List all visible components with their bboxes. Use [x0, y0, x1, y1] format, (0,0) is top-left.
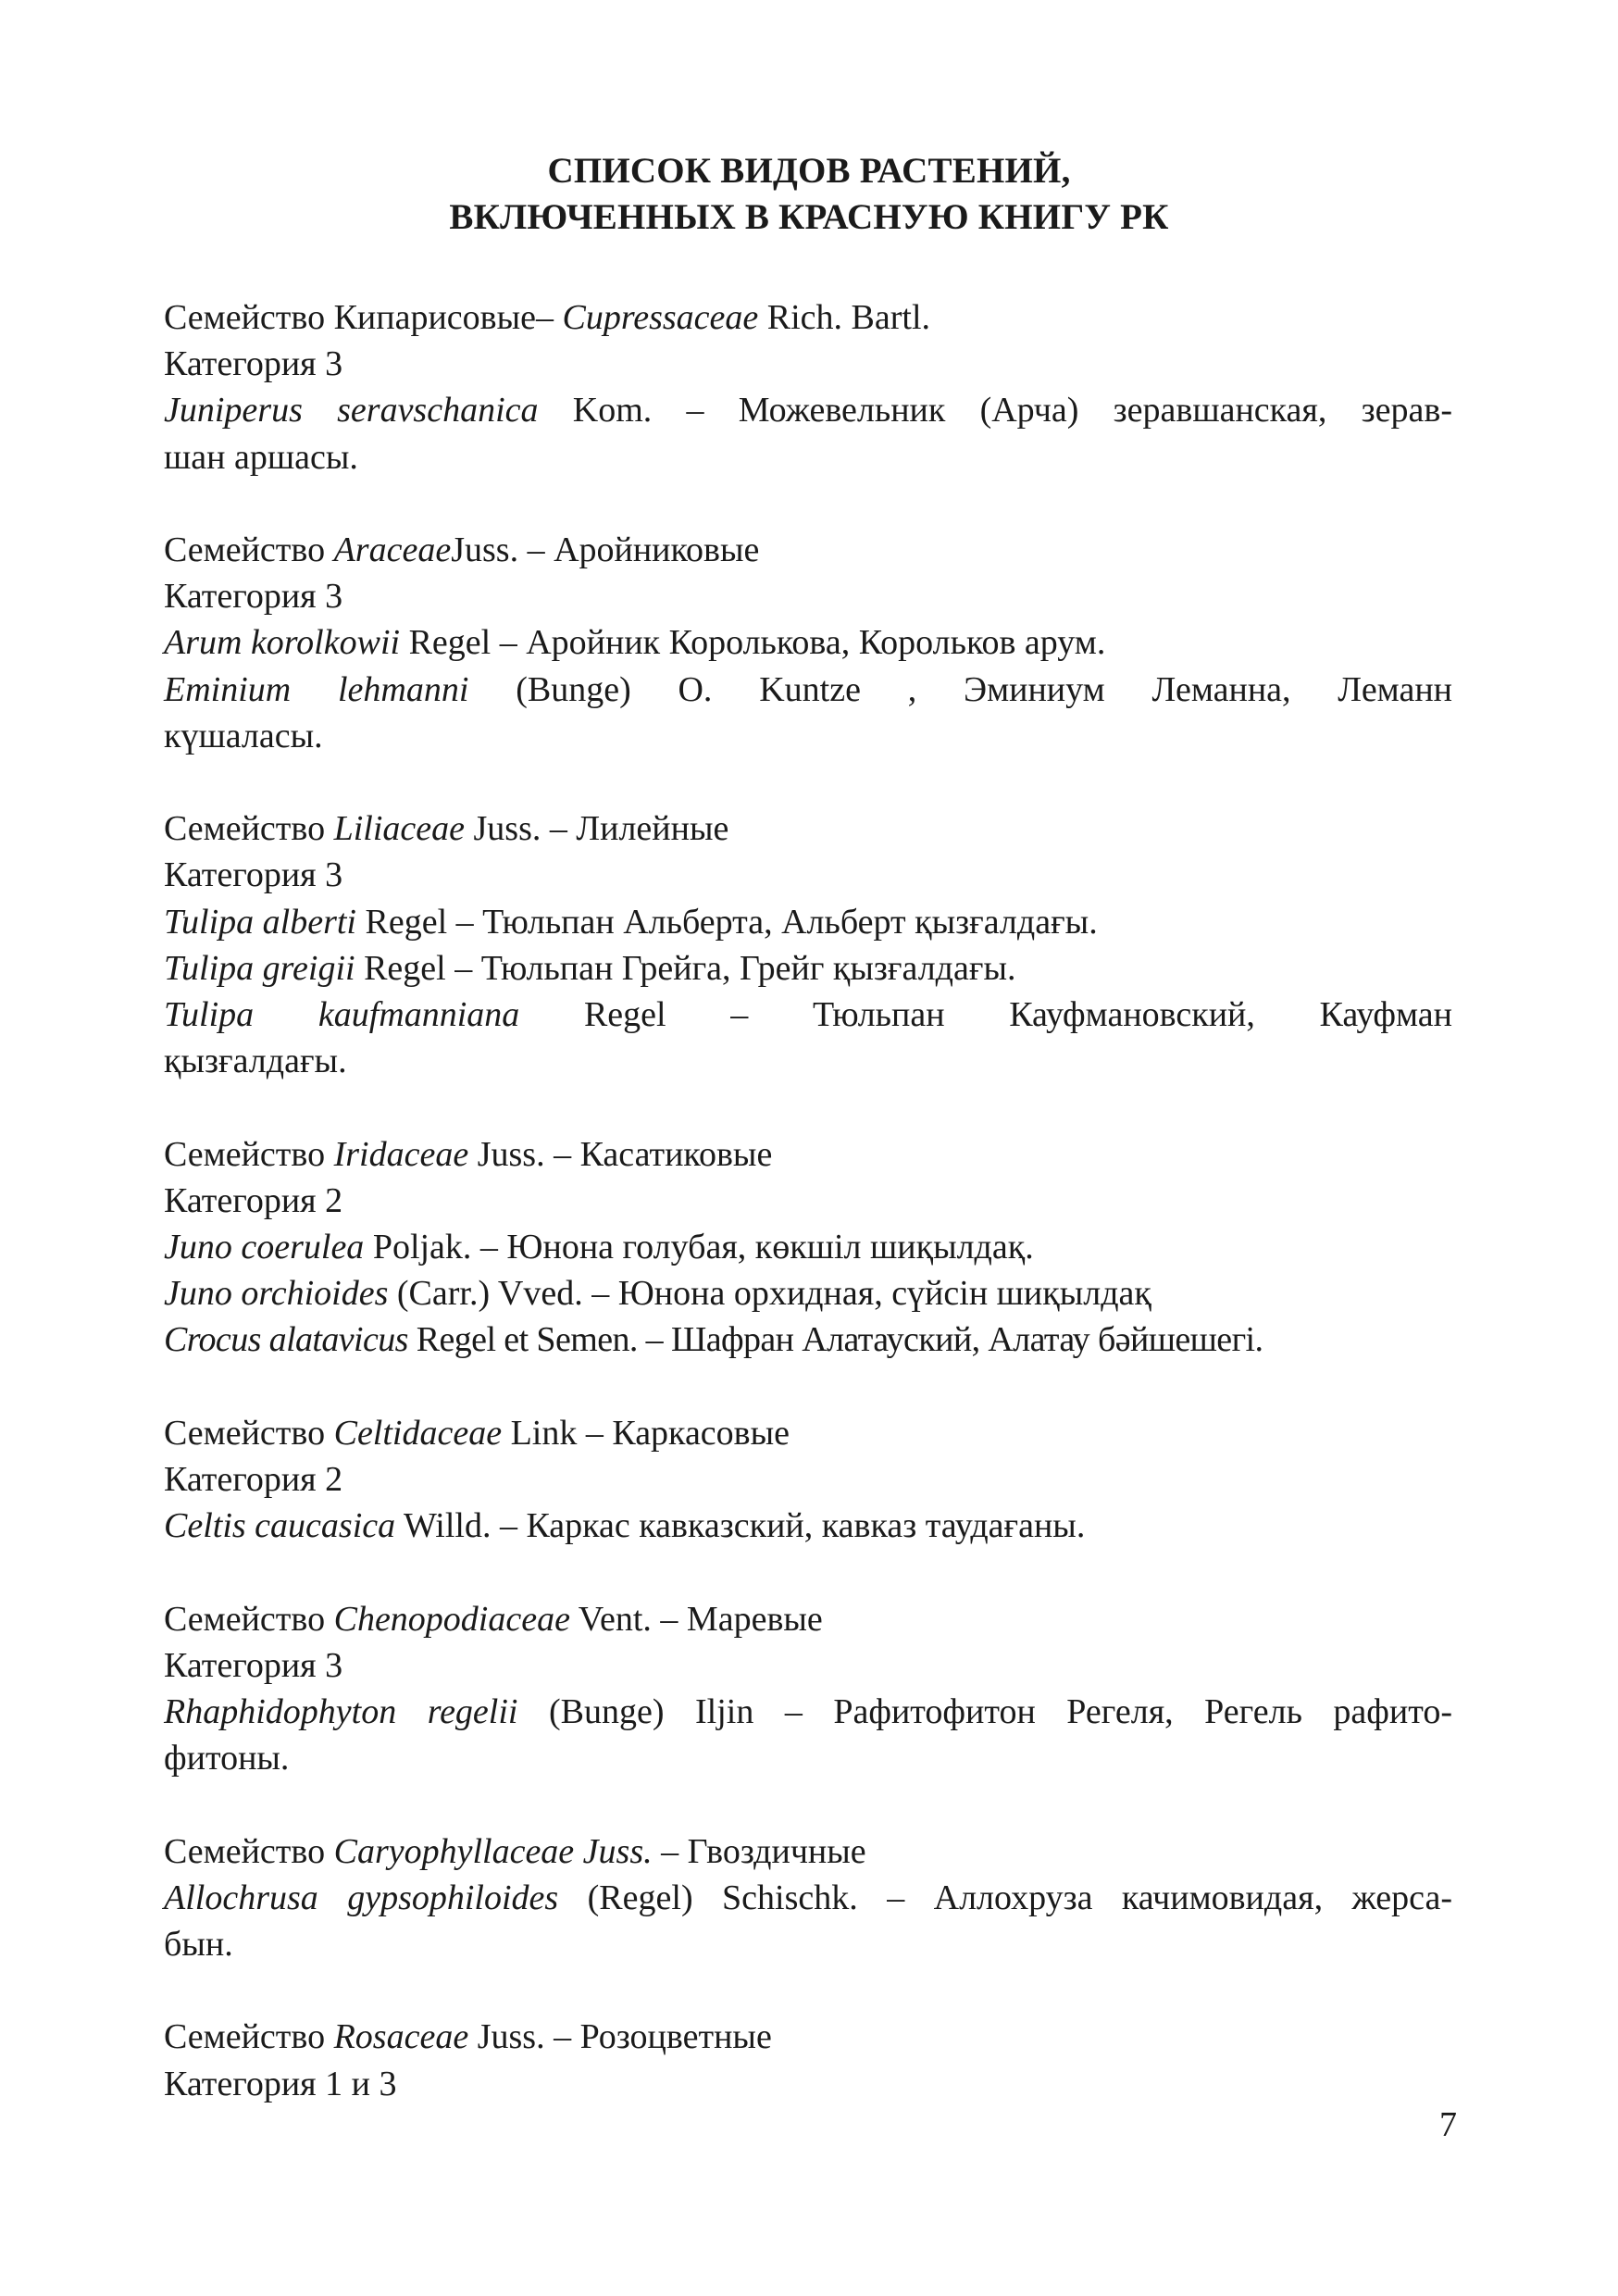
species-entry: Juno orchioides (Carr.) Vved. – Юнона орхидная, сүйсін шиқылдақ — [164, 1274, 1151, 1314]
title-line-2: ВКЛЮЧЕННЫХ В КРАСНУЮ КНИГУ РК — [449, 197, 1169, 237]
category-label: Категория 3 — [164, 855, 343, 895]
species-entry: Eminium lehmanni (Bunge) O. Kuntze , Эминиум Леманна, Леманн — [164, 669, 1453, 709]
category-label: Категория 3 — [164, 344, 343, 384]
family-heading: Семейство Caryophyllaceae Juss. – Гвоздичные — [164, 1831, 866, 1871]
species-entry: Tulipa kaufmanniana Regel – Тюльпан Кауфмановский, Кауфман — [164, 995, 1453, 1035]
species-entry: Rhaphidophyton regelii (Bunge) Iljin – Рафитофитон Регеля, Регель рафито- — [164, 1692, 1452, 1732]
species-entry-continuation: фитоны. — [164, 1739, 290, 1778]
species-entry: Arum korolkowii Regel – Аройник Королькова, Корольков арум. — [164, 623, 1106, 663]
family-section-celtidaceae — [164, 1410, 1452, 1550]
family-section-iridaceae — [164, 1131, 1452, 1364]
species-entry: Crocus alatavicus Regel et Semen. – Шафран Алатауский, Алатау бәйшешегі. — [164, 1320, 1263, 1360]
species-entry: Tulipa alberti Regel – Тюльпан Альберта, Альберт қызғалдағы. — [164, 902, 1098, 942]
family-heading: Семейство Rosaceae Juss. – Розоцветные — [164, 2017, 772, 2057]
species-entry: Juniperus seravschanica Kom. – Можевельник (Арча) зеравшанская, зерав- — [164, 391, 1452, 430]
family-section-liliaceae — [164, 805, 1452, 1084]
family-section-cupressaceae — [164, 294, 1452, 480]
category-label: Категория 1 и 3 — [164, 2064, 397, 2103]
category-label: Категория 3 — [164, 1645, 343, 1685]
species-entry-continuation: шан аршасы. — [164, 437, 358, 477]
family-heading: Семейство Liliaceae Juss. – Лилейные — [164, 809, 729, 849]
family-heading: Семейство Iridaceae Juss. – Касатиковые — [164, 1134, 773, 1174]
family-heading: Семейство Кипарисовые– Cupressaceae Rich. Bartl. — [164, 298, 931, 337]
family-section-caryophyllaceae — [164, 1828, 1452, 1968]
species-entry-continuation: бын. — [164, 1925, 233, 1965]
page-number: 7 — [1439, 2105, 1457, 2144]
species-entry: Tulipa greigii Regel – Тюльпан Грейга, Грейг қызғалдағы. — [164, 948, 1016, 988]
family-heading: Семейство Chenopodiaceae Vent. – Маревые — [164, 1599, 823, 1639]
family-heading: Семейство AraceaeJuss. – Аройниковые — [164, 530, 760, 569]
species-list — [164, 294, 1452, 2153]
category-label: Категория 3 — [164, 577, 343, 617]
family-section-rosaceae — [164, 2014, 1452, 2106]
title-line-1: СПИСОК ВИДОВ РАСТЕНИЙ, — [547, 151, 1071, 191]
page-title — [0, 148, 1618, 241]
family-section-chenopodiaceae — [164, 1596, 1452, 1782]
species-entry: Celtis caucasica Willd. – Каркас кавказский, кавказ таудағаны. — [164, 1506, 1086, 1546]
species-entry: Allochrusa gypsophiloides (Regel) Schischk. – Аллохруза качимовидая, жерса- — [164, 1878, 1452, 1917]
category-label: Категория 2 — [164, 1180, 343, 1220]
family-heading: Семейство Celtidaceae Link – Каркасовые — [164, 1413, 790, 1453]
species-entry: Juno coerulea Poljak. – Юнона голубая, көкшіл шиқылдақ. — [164, 1228, 1034, 1267]
species-entry-continuation: күшаласы. — [164, 716, 323, 755]
species-entry-continuation: қызғалдағы. — [164, 1042, 347, 1081]
family-section-araceae — [164, 527, 1452, 759]
category-label: Категория 2 — [164, 1460, 343, 1500]
